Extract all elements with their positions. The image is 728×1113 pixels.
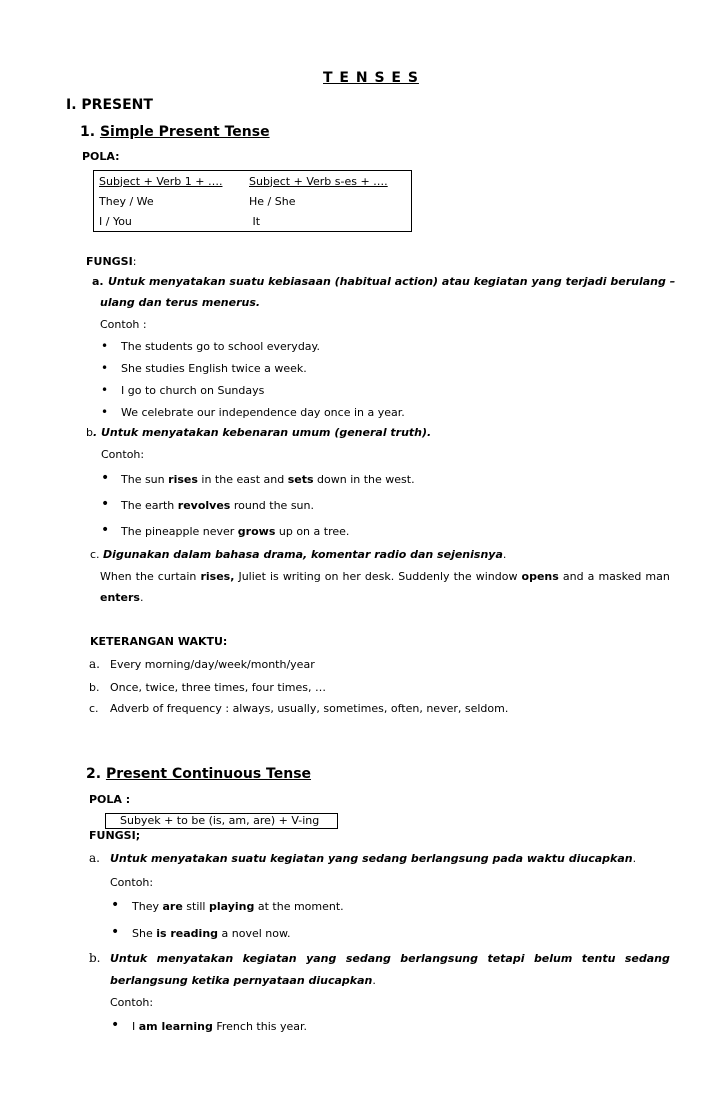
word: and: [562, 570, 584, 583]
pola-formula: Subyek + to be (is, am, are) + V-ing: [120, 814, 320, 827]
word: opens: [521, 570, 559, 583]
example-text: She: [132, 927, 157, 940]
bullet-icon: •: [111, 897, 120, 913]
fungsi-label-text: FUNGSI: [86, 255, 133, 268]
example-item: [121, 525, 349, 538]
example-text: .: [139, 591, 144, 604]
bullet-icon: •: [111, 924, 120, 940]
word: on: [324, 570, 339, 583]
section-heading: I. PRESENT: [66, 97, 153, 113]
contoh-label: Contoh:: [110, 996, 154, 1009]
word: curtain: [157, 570, 197, 583]
example-bold: playing: [209, 900, 255, 913]
example-text: The pineapple never: [121, 525, 238, 538]
word: desk.: [364, 570, 395, 583]
word: Juliet: [238, 570, 266, 583]
item-marker-c: c.: [90, 548, 100, 561]
example-text: The sun: [121, 473, 169, 486]
word: masked: [598, 570, 642, 583]
bullet-icon: •: [101, 383, 109, 397]
word: sedang: [345, 952, 391, 965]
document-title: T E N S E S: [323, 70, 419, 86]
example-text: They: [132, 900, 163, 913]
table-row: [94, 211, 412, 232]
word: tentu: [581, 952, 616, 965]
example-item: [132, 900, 344, 913]
word: belum: [533, 952, 573, 965]
contoh-label: Contoh :: [100, 318, 147, 331]
fungsi-label: FUNGSI;: [89, 829, 141, 842]
table-row: [94, 191, 412, 211]
word: the: [135, 570, 154, 583]
example-bold: enters: [100, 591, 140, 604]
fungsi-c: [90, 548, 506, 561]
example-text: a novel now.: [218, 927, 291, 940]
table-cell: He / She: [249, 194, 296, 208]
contoh-label: Contoh:: [110, 876, 154, 889]
subsection-number: 1.: [80, 124, 96, 140]
word: Suddenly: [398, 570, 450, 583]
bullet-icon: •: [101, 522, 110, 538]
subsection-number: 2.: [86, 766, 102, 782]
fungsi-label: [86, 255, 136, 268]
fungsi-b-line2: [110, 974, 376, 987]
example-justified-line: [100, 570, 670, 583]
fungsi-b-text: berlangsung ketika pernyataan diucapkan: [110, 974, 373, 987]
fungsi-a: [110, 852, 636, 865]
word: kegiatan: [242, 952, 297, 965]
word: sedang: [624, 952, 670, 965]
table-cell: It: [249, 214, 261, 228]
list-marker: a.: [89, 657, 100, 671]
example-text: The earth: [121, 499, 178, 512]
example-bold: grows: [237, 525, 276, 538]
word: berlangsung: [400, 952, 479, 965]
example-item: The students go to school everyday.: [121, 340, 320, 353]
contoh-label: Contoh:: [101, 448, 145, 461]
fungsi-colon: :: [132, 255, 137, 268]
fungsi-a-text: Untuk menyatakan suatu kegiatan yang sedang berlangsung pada waktu diucapkan: [110, 852, 633, 865]
word: Untuk: [110, 952, 148, 965]
item-marker-a: a.: [92, 275, 104, 288]
subsection-title: Present Continuous Tense: [105, 766, 312, 782]
table-row: [94, 171, 412, 192]
example-item: [121, 473, 415, 486]
word: yang: [306, 952, 337, 965]
list-marker: a.: [89, 851, 100, 865]
pola-label: POLA :: [89, 793, 131, 806]
bullet-icon: •: [101, 496, 110, 512]
table-cell: They / We: [99, 194, 154, 208]
word: her: [342, 570, 361, 583]
fungsi-a-line1: Untuk menyatakan suatu kebiasaan (habitual action) atau kegiatan yang terjadi berulang –: [108, 275, 676, 288]
fungsi-a-period: .: [632, 852, 637, 865]
list-item: Every morning/day/week/month/year: [110, 658, 315, 671]
keterangan-label: KETERANGAN WAKTU:: [90, 635, 228, 648]
example-item: [132, 927, 290, 940]
example-item: She studies English twice a week.: [121, 362, 307, 375]
word: the: [453, 570, 472, 583]
word: When: [100, 570, 132, 583]
example-item: I go to church on Sundays: [121, 384, 265, 397]
word: writing: [282, 570, 321, 583]
word: window: [475, 570, 518, 583]
fungsi-b-text: . Untuk menyatakan kebenaran umum (general truth).: [92, 426, 432, 439]
example-bold: am learning: [138, 1020, 213, 1033]
example-line-end: [100, 591, 143, 604]
word: tetapi: [487, 952, 525, 965]
example-text: round the sun.: [230, 499, 314, 512]
bullet-icon: •: [101, 361, 109, 375]
fungsi-b-justified-line: [110, 952, 670, 965]
pola-label: POLA:: [82, 150, 120, 163]
subsection-heading-present-continuous: [86, 766, 311, 782]
table-cell: Subject + Verb s-es + ….: [249, 174, 388, 188]
table-cell: Subject + Verb 1 + ….: [99, 174, 223, 188]
example-text: up on a tree.: [275, 525, 350, 538]
word: rises,: [200, 570, 235, 583]
fungsi-c-text: Digunakan dalam bahasa drama, komentar radio dan sejenisnya: [103, 548, 503, 561]
subsection-title: Simple Present Tense: [99, 124, 270, 140]
word: is: [269, 570, 279, 583]
example-bold: are: [162, 900, 183, 913]
word: man: [645, 570, 670, 583]
list-item: Once, twice, three times, four times, …: [110, 681, 326, 694]
subsection-heading-simple-present: [80, 124, 270, 140]
fungsi-a-line2: ulang dan terus menerus.: [100, 296, 261, 309]
fungsi-c-period: .: [502, 548, 507, 561]
example-bold: sets: [287, 473, 314, 486]
word: menyatakan: [156, 952, 234, 965]
example-item: [132, 1020, 307, 1033]
example-item: [121, 499, 314, 512]
bullet-icon: •: [101, 470, 110, 486]
bullet-icon: •: [111, 1017, 120, 1033]
example-text: in the east and: [197, 473, 288, 486]
example-text: French this year.: [212, 1020, 308, 1033]
example-text: still: [182, 900, 209, 913]
bullet-icon: •: [101, 405, 109, 419]
table-cell: I / You: [99, 214, 132, 228]
list-marker: c.: [89, 702, 99, 715]
example-text: I: [132, 1020, 139, 1033]
fungsi-b-period: .: [372, 974, 376, 987]
example-text: down in the west.: [313, 473, 415, 486]
item-marker-b: b: [86, 426, 93, 439]
bullet-icon: •: [101, 339, 109, 353]
example-bold: rises: [168, 473, 198, 486]
list-marker: b.: [89, 681, 100, 694]
list-marker: b.: [89, 951, 101, 965]
list-item: Adverb of frequency : always, usually, sometimes, often, never, seldom.: [110, 702, 509, 715]
pola-box: [105, 813, 338, 829]
example-text: at the moment.: [254, 900, 344, 913]
fungsi-b: [86, 426, 431, 439]
word: a: [587, 570, 595, 583]
example-item: We celebrate our independence day once in a year.: [121, 406, 405, 419]
example-bold: revolves: [177, 499, 231, 512]
pola-table: [93, 170, 412, 232]
example-bold: is reading: [156, 927, 219, 940]
